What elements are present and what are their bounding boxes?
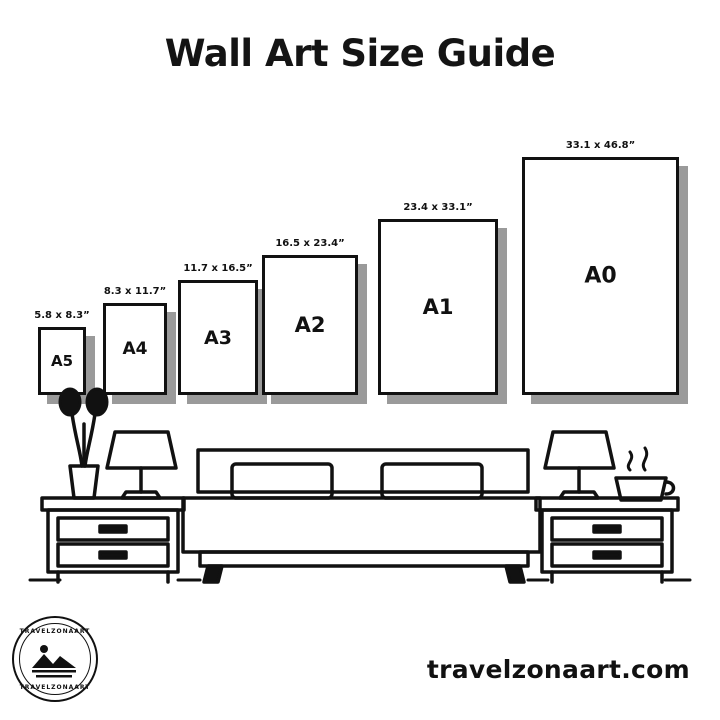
- frame-a0: [522, 140, 679, 395]
- brand-logo: [12, 616, 98, 702]
- frame-a3: [178, 263, 258, 395]
- table-lamp-right: [545, 432, 614, 498]
- frame-dimension-label: 33.1 x 46.8”: [565, 140, 636, 151]
- frame-dimension-label: 23.4 x 33.1”: [403, 202, 473, 213]
- vase-with-flowers: [60, 389, 107, 498]
- frame-dimension-label: 8.3 x 11.7”: [103, 286, 167, 297]
- coffee-cup: [616, 448, 674, 500]
- table-lamp-left: [107, 432, 176, 498]
- mountain-icon: [30, 642, 80, 680]
- frame-size-name: A1: [422, 295, 454, 319]
- logo-top-text: TRAVELZONAART: [19, 628, 91, 635]
- frame-box: [262, 255, 358, 395]
- frame-size-name: A4: [122, 339, 148, 359]
- frame-a1: [378, 202, 498, 395]
- frame-dimension-label: 5.8 x 8.3”: [34, 310, 90, 321]
- frame-a2: [262, 238, 358, 395]
- frame-box: [522, 157, 679, 395]
- nightstand-right: [536, 498, 678, 582]
- frame-dimension-label: 11.7 x 16.5”: [183, 263, 253, 274]
- bedroom-scene: [0, 380, 720, 610]
- logo-bottom-text: TRAVELZONAART: [19, 684, 91, 691]
- bed: [183, 450, 540, 582]
- frame-box: [178, 280, 258, 395]
- frame-size-name: A3: [204, 326, 232, 349]
- frame-box: [378, 219, 498, 395]
- frame-size-name: A5: [50, 352, 74, 370]
- frame-size-row: [0, 110, 720, 395]
- frame-size-name: A0: [584, 263, 617, 289]
- page-title: Wall Art Size Guide: [164, 32, 556, 75]
- website-url: travelzonaart.com: [426, 655, 690, 684]
- nightstand-left: [42, 498, 184, 582]
- frame-dimension-label: 16.5 x 23.4”: [275, 238, 345, 249]
- frame-size-name: A2: [294, 313, 326, 337]
